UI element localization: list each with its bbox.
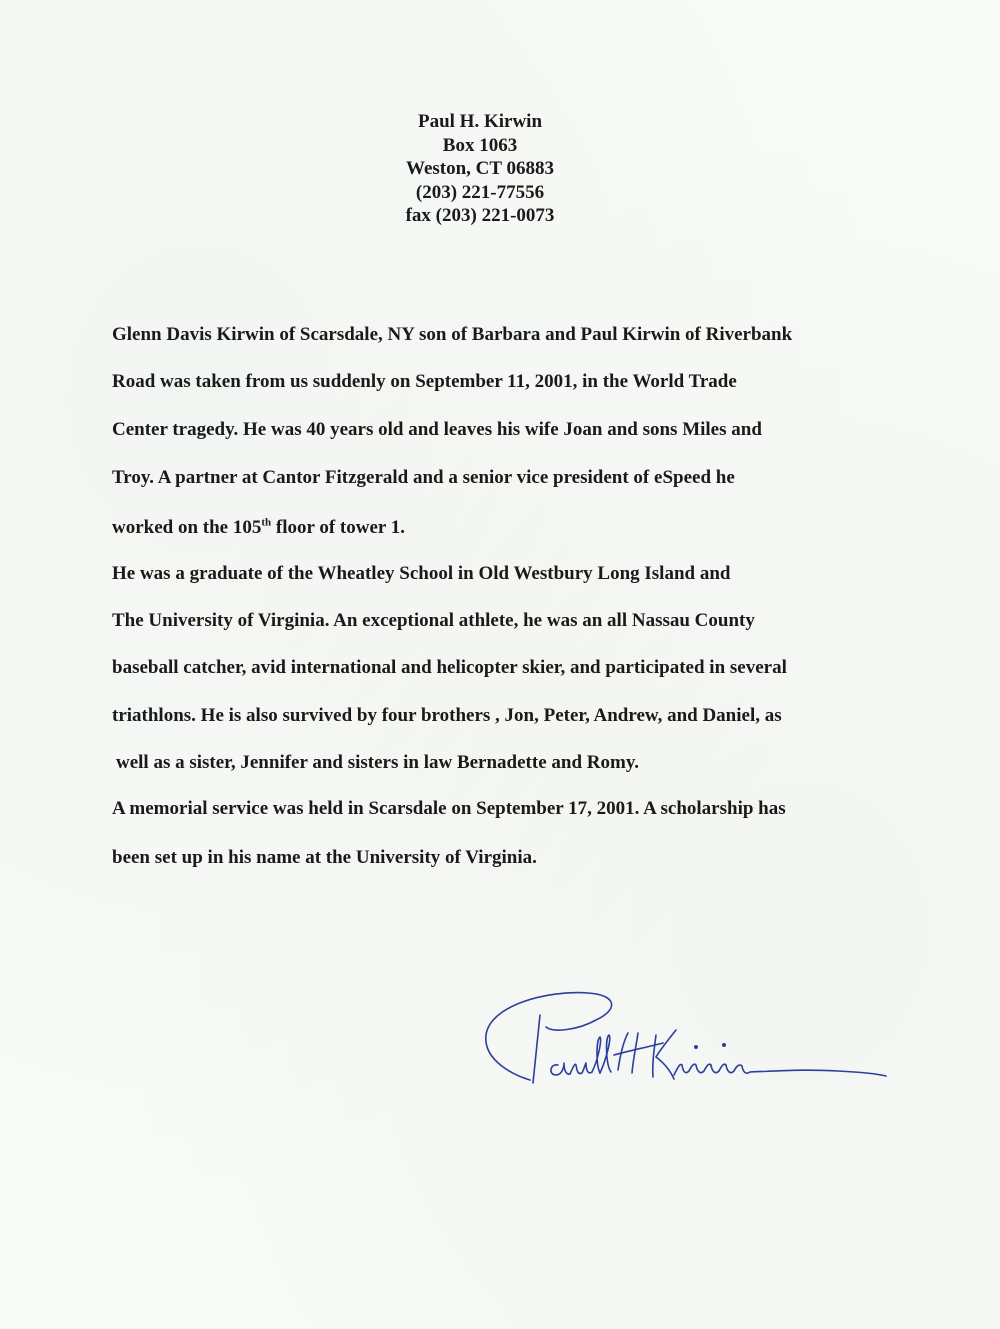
body-line-4: Troy. A partner at Cantor Fitzgerald and a senior vice president of eSpeed he: [112, 467, 735, 488]
sender-city: Weston, CT 06883: [406, 158, 554, 179]
ordinal-suffix: th: [261, 516, 272, 529]
letterhead: [0, 110, 960, 228]
sender-box: Box 1063: [442, 134, 518, 156]
handwritten-signature: [478, 975, 898, 1095]
body-line-1: Glenn Davis Kirwin of Scarsdale, NY son of Barbara and Paul Kirwin of Riverbank: [112, 324, 793, 345]
signature-strokes: [486, 993, 886, 1083]
body-line-5-start: worked on the 105: [112, 517, 262, 538]
sender-name: Paul H. Kirwin: [417, 111, 543, 132]
body-line-12: been set up in his name at the University of Virginia.: [112, 847, 537, 868]
body-line-3: Center tragedy. He was 40 years old and leaves his wife Joan and sons Miles and: [112, 419, 762, 440]
sender-fax: fax (203) 221-0073: [405, 205, 555, 226]
body-line-10: well as a sister, Jennifer and sisters in law Bernadette and Romy.: [116, 752, 640, 773]
body-line-9: triathlons. He is also survived by four brothers , Jon, Peter, Andrew, and Daniel, as: [112, 705, 782, 726]
body-line-6: He was a graduate of the Wheatley School in Old Westbury Long Island and: [112, 563, 731, 584]
body-line-2: Road was taken from us suddenly on September 11, 2001, in the World Trade: [112, 371, 737, 392]
sender-phone: (203) 221-77556: [415, 181, 545, 203]
body-line-7: The University of Virginia. An exceptional athlete, he was an all Nassau County: [112, 610, 755, 631]
body-line-5: [112, 517, 872, 539]
body-line-5-end: floor of tower 1.: [271, 517, 406, 538]
body-line-11: A memorial service was held in Scarsdale on September 17, 2001. A scholarship has: [112, 798, 786, 819]
body-line-8: baseball catcher, avid international and helicopter skier, and participated in several: [112, 657, 787, 678]
